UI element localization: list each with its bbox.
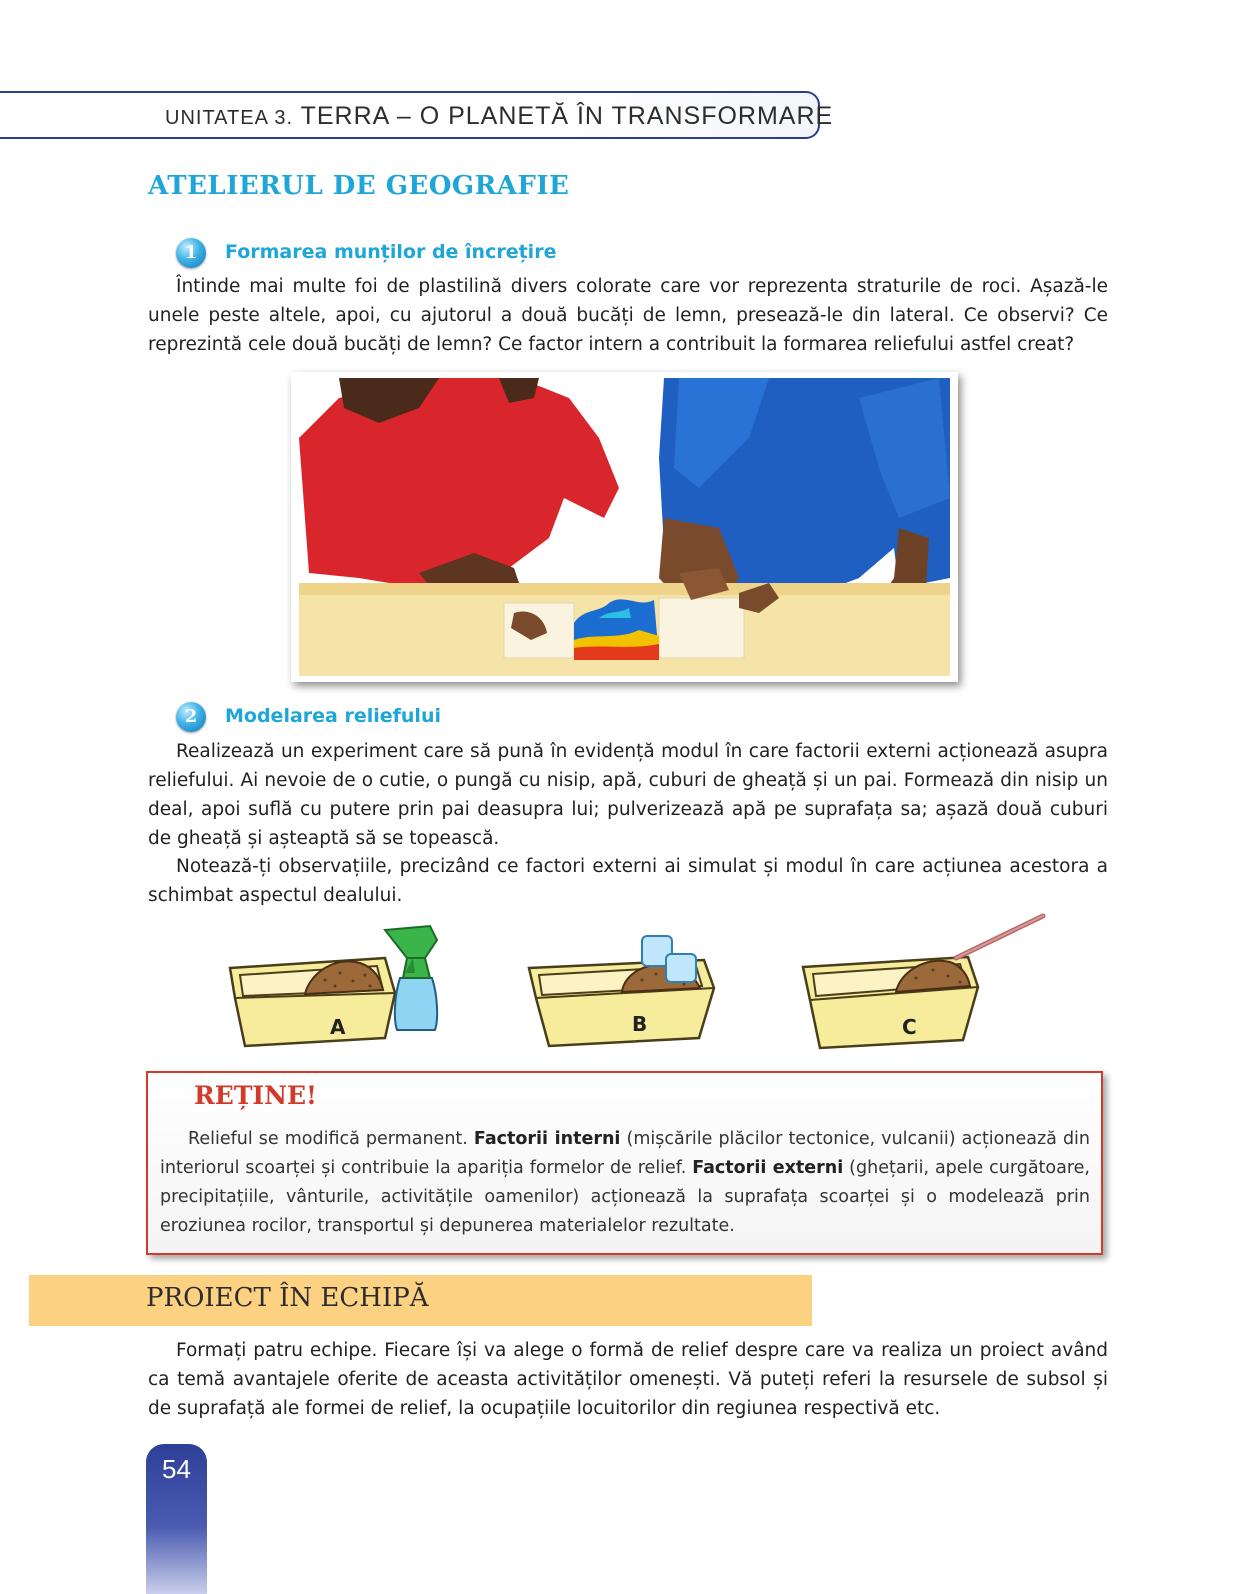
diagram-a-spray <box>225 918 450 1063</box>
retine-bold-internal: Factorii interni <box>473 1129 621 1149</box>
unit-header <box>0 91 834 139</box>
diagram-b-ice <box>524 928 724 1063</box>
photo-illustration <box>299 378 950 676</box>
svg-text:A: A <box>330 1015 346 1039</box>
activity-1-number-badge: 1 <box>176 238 206 268</box>
section-title: ATELIERUL DE GEOGRAFIE <box>148 171 570 201</box>
diagram-c-straw <box>798 912 1048 1064</box>
retine-bold-external: Factorii externi <box>692 1158 844 1178</box>
project-text: Formați patru echipe. Fiecare își va alege o formă de relief despre care va realiza un proiect având ca temă avantajele oferite de aceasta activităților omenești. Vă puteți referi la resursele de subsol și de suprafață ale formei de relief, la ocupațiile locuitorilor din regiunea respectivă etc. <box>148 1340 1108 1419</box>
unit-title: TERRA – O PLANETĂ ÎN TRANSFORMARE <box>300 102 834 130</box>
svg-text:C: C <box>902 1015 917 1039</box>
retine-box <box>146 1071 1103 1255</box>
activity-1-title: Formarea munților de încrețire <box>225 241 557 263</box>
retine-text: Relieful se modifică permanent. Factorii interni (mișcările plăcilor tectonice, vulcanii) acționează din interiorul scoarței și contribuie la apariția formelor de relief. Factorii externi (ghețarii, apele curgătoare, precipitațiile, vânturile, activitățile oamenilor) acționează la suprafața scoarței și o modelează prin eroziunea rocilor, transportul și depunerea materialelor rezultate. <box>160 1129 1091 1236</box>
page-number: 54 <box>162 1454 191 1484</box>
activity-2-title: Modelarea reliefului <box>225 705 441 727</box>
activity-2-text-1: Realizează un experiment care să pună în evidență modul în care factorii externi acționează asupra reliefului. Ai nevoie de o cutie, o pungă cu nisip, apă, cuburi de gheață și un pai. Formează din nisip un deal, apoi suflă cu putere prin pai deasupra lui; pulverizează apă pe suprafața sa; așază două cuburi de gheață și așteaptă să se topească. <box>148 741 1108 849</box>
children-modeling-photo <box>291 372 958 682</box>
page-number-bar <box>146 1444 207 1594</box>
activity-1-text: Întinde mai multe foi de plastilină divers colorate care vor reprezenta straturile de roci. Așază-le unele peste altele, apoi, cu ajutorul a două bucăți de lemn, presează-le din lateral. Ce observi? Ce reprezintă cele două bucăți de lemn? Ce factor intern a contribuit la formarea reliefului astfel creat? <box>148 276 1108 355</box>
project-band <box>29 1275 812 1326</box>
retine-title: REȚINE! <box>194 1081 318 1110</box>
unit-label: UNITATEA 3. <box>165 107 294 129</box>
svg-text:B: B <box>632 1012 648 1036</box>
activity-2-text-2: Notează-ți observațiile, precizând ce factori externi ai simulat și modul în care acțiunea acestora a schimbat aspectul dealului. <box>148 856 1108 906</box>
activity-2-number-badge: 2 <box>176 702 206 732</box>
unit-header-text <box>165 102 833 131</box>
project-title: PROIECT ÎN ECHIPĂ <box>146 1283 429 1313</box>
